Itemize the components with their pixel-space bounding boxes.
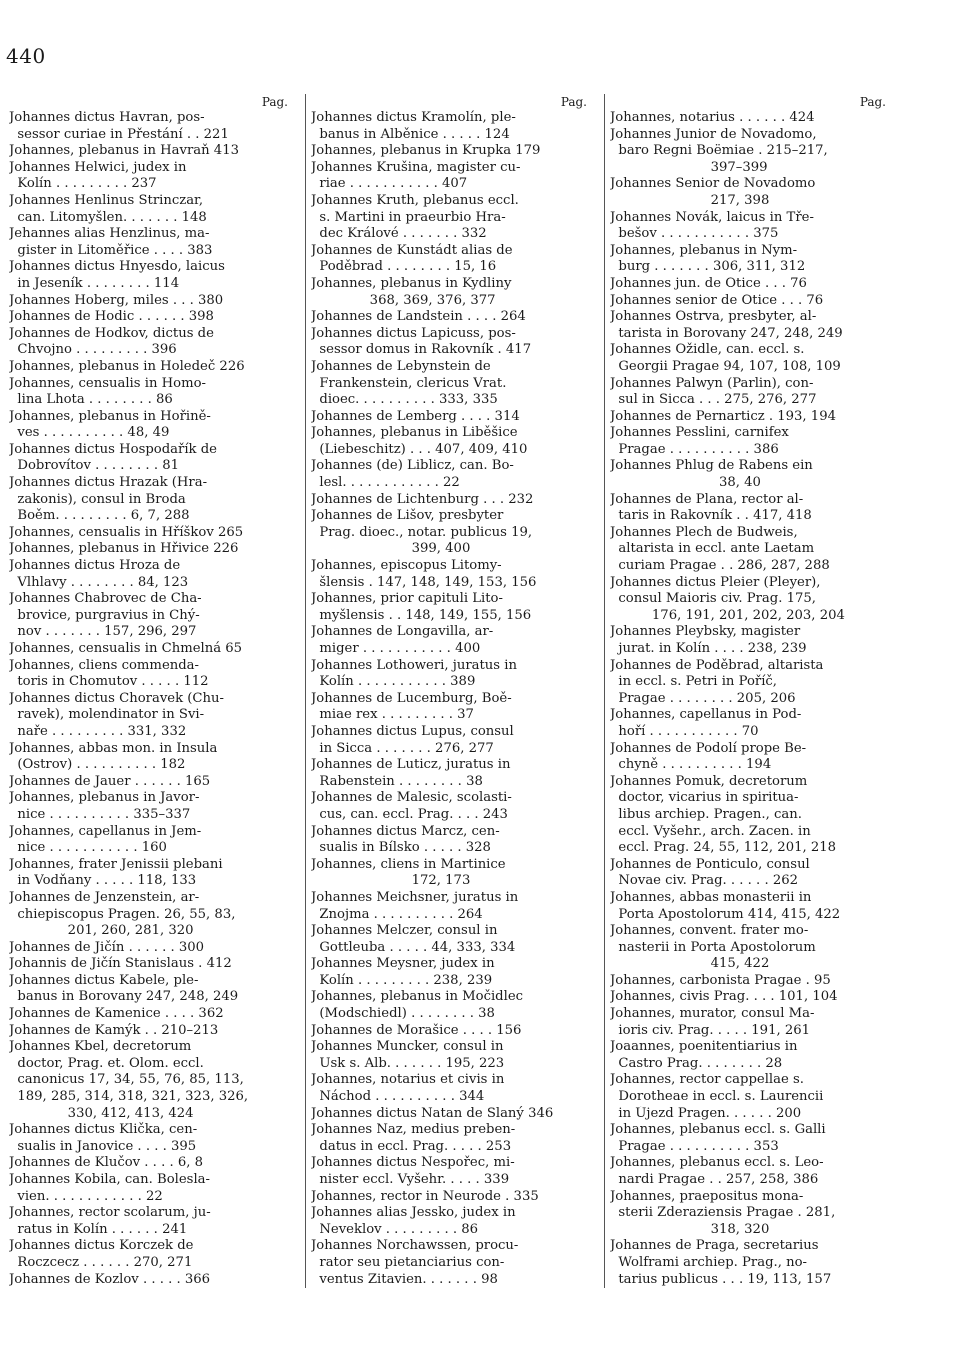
index-line: Kolín . . . . . . . . . . . 389	[311, 674, 476, 690]
index-line: Joaannes, poenitentiarius in	[610, 1039, 798, 1055]
index-line: ves . . . . . . . . . . 48, 49	[9, 425, 170, 441]
index-line: ratus in Kolín . . . . . . 241	[9, 1221, 188, 1237]
index-line: tarista in Borovany 247, 248, 249	[610, 325, 843, 341]
index-line: Johannes jun. de Otice . . . 76	[610, 275, 807, 291]
index-line: zakonis), consul in Broda	[9, 491, 186, 507]
index-line: Johannes de Podolí prope Be-	[610, 740, 807, 756]
column-header: Pag.	[859, 95, 886, 109]
index-line: Johannes dictus Hroza de	[9, 558, 181, 574]
index-line: Pragae . . . . . . . . 205, 206	[610, 690, 796, 706]
index-line: Johannes, murator, consul Ma-	[610, 1006, 815, 1022]
index-line: Porta Apostolorum 414, 415, 422	[610, 906, 841, 922]
index-line: Pragae . . . . . . . . . . 386	[610, 441, 779, 457]
index-line: Johannes dictus Hospodařík de	[9, 441, 217, 457]
index-line: Johannes de Lišov, presbyter	[311, 508, 504, 524]
index-line: Frankenstein, clericus Vrat.	[311, 375, 507, 391]
index-line: Johannes, rector scolarum, ju-	[9, 1205, 211, 1221]
index-column	[604, 94, 897, 1288]
index-line: cus, can. eccl. Prag. . . . 243	[311, 806, 508, 822]
index-line: can. Litomyšlen. . . . . . . 148	[9, 209, 207, 225]
index-line: Johannes Naz, medius preben-	[311, 1122, 516, 1138]
index-line: Johannes, convent. frater mo-	[610, 923, 809, 939]
index-line: Johannis de Jičín Stanislaus . 412	[9, 956, 232, 972]
index-line: miae rex . . . . . . . . . 37	[311, 707, 474, 723]
index-line: Johannes Norchawssen, procu-	[311, 1238, 519, 1254]
index-line: Johannes, plebanus in Hřivice 226	[9, 541, 239, 557]
index-line: Johannes Lothoweri, juratus in	[311, 657, 517, 673]
index-line: Johannes, carbonista Pragae . 95	[610, 972, 831, 988]
index-line: banus in Borovany 247, 248, 249	[9, 989, 239, 1005]
index-line: s. Martini in praeurbio Hra-	[311, 209, 506, 225]
index-line: Johannes de Jenzenstein, ar-	[9, 889, 200, 905]
index-line: altarista in eccl. ante Laetam	[610, 541, 815, 557]
index-line: Johannes dictus Hrazak (Hra-	[9, 475, 208, 491]
index-line: Johannes de Kunstádt alias de	[311, 242, 513, 258]
index-line: brovice, purgravius in Chý-	[9, 607, 200, 623]
index-line: lesl. . . . . . . . . . . . 22	[311, 475, 460, 491]
index-line: Johannes, censualis in Homo-	[9, 375, 206, 391]
index-line: Wolframi archiep. Prag., no-	[610, 1254, 808, 1270]
index-line: ravek), molendinator in Svi-	[9, 707, 205, 723]
index-line: Johannes de Kamenice . . . . 362	[9, 1006, 224, 1022]
entry-list	[311, 110, 595, 1288]
index-line: consul Maioris civ. Prag. 175,	[610, 591, 816, 607]
index-line: Johannes Muncker, consul in	[311, 1039, 504, 1055]
index-line: Johannes Pomuk, decretorum	[610, 773, 808, 789]
index-line: Johannes Plech de Budweis,	[610, 524, 798, 540]
index-line: ventus Zitavien. . . . . . . 98	[311, 1271, 498, 1287]
index-line: Johannes de Malesic, scolasti-	[311, 790, 512, 806]
index-line: 176, 191, 201, 202, 203, 204	[610, 607, 845, 623]
index-line: Johannes dictus Marcz, cen-	[311, 823, 500, 839]
index-line: Usk s. Alb. . . . . . . 195, 223	[311, 1055, 505, 1071]
index-line: Johannes de Lucemburg, Boě-	[311, 690, 512, 706]
index-line: Johannes Hoberg, miles . . . 380	[9, 292, 224, 308]
index-line: Johannes de Lemberg . . . . 314	[311, 408, 520, 424]
index-line: Johannes (de) Liblicz, can. Bo-	[311, 458, 514, 474]
index-line: Johannes de Ponticulo, consul	[610, 856, 810, 872]
index-line: 397–399	[610, 159, 768, 175]
index-line: Jehannes alias Henzlinus, ma-	[9, 226, 210, 242]
index-line: Johannes, plebanus in Kydliny	[311, 275, 512, 291]
index-line: Johannes Novák, laicus in Tře-	[610, 209, 814, 225]
index-line: Johannes Kobila, can. Bolesla-	[9, 1172, 210, 1187]
index-line: myšlensis . . 148, 149, 155, 156	[311, 607, 532, 623]
index-line: Johannes alias Jessko, judex in	[311, 1205, 516, 1221]
index-line: Johannes de Landstein . . . . 264	[311, 309, 526, 325]
index-line: canonicus 17, 34, 55, 76, 85, 113,	[9, 1072, 244, 1088]
index-line: dec Králové . . . . . . . 332	[311, 226, 487, 242]
index-line: Johannes, plebanus eccl. s. Galli	[610, 1122, 826, 1138]
index-line: Novae civ. Prag. . . . . . 262	[610, 873, 798, 889]
index-line: Johannes de Jičín . . . . . . 300	[9, 939, 205, 955]
index-line: Johannes, capellanus in Jem-	[9, 823, 202, 839]
index-line: Johannes dictus Havran, pos-	[9, 110, 205, 125]
index-line: Prag. dioec., notar. publicus 19,	[311, 524, 533, 540]
index-line: Johannes Meysner, judex in	[311, 956, 495, 972]
index-line: nov . . . . . . . 157, 296, 297	[9, 624, 197, 640]
index-line: Johannes dictus Lupus, consul	[311, 723, 514, 739]
index-line: sualis in Janovice . . . . 395	[9, 1138, 197, 1154]
index-line: Johannes, plebanus in Havraň 413	[9, 143, 239, 159]
index-line: Johannes, cliens in Martinice	[311, 856, 506, 872]
index-line: Johannes, plebanus in Močidlec	[311, 989, 524, 1005]
index-line: libus archiep. Pragen., can.	[610, 806, 802, 822]
index-line: baro Regni Boëmiae . 215–217,	[610, 143, 828, 159]
index-line: gister in Litoměřice . . . . 383	[9, 242, 213, 258]
index-line: Johannes, censualis in Chmelná 65	[9, 641, 243, 656]
index-line: Johannes dictus Pleier (Pleyer),	[610, 574, 821, 590]
index-line: Johannes de Lebynstein de	[311, 358, 491, 374]
index-line: Johannes, civis Prag. . . . 101, 104	[610, 989, 838, 1005]
entry-list	[9, 110, 296, 1288]
index-line: (Liebeschitz) . . . 407, 409, 410	[311, 441, 528, 457]
index-line: in Újezd Pragen. . . . . . 200	[610, 1105, 802, 1121]
index-line: Johannes, cliens commenda-	[9, 657, 199, 673]
index-line: Johannes, rector cappellae s.	[610, 1072, 804, 1088]
index-line: Johannes dictus Kabele, ple-	[9, 972, 199, 988]
index-line: Johannes, praepositus mona-	[610, 1188, 804, 1204]
index-line: Johannes Ostrva, presbyter, al-	[610, 309, 817, 325]
page-number: 440	[6, 44, 46, 68]
index-line: Johannes, rector in Neurode . 335	[311, 1188, 539, 1204]
index-line: 201, 260, 281, 320	[9, 923, 194, 939]
index-line: doctor, vicarius in spiritua-	[610, 790, 799, 806]
index-line: burg . . . . . . . 306, 311, 312	[610, 259, 806, 275]
index-line: 415, 422	[610, 956, 770, 972]
index-line: Johannes, plebanus in Javor-	[9, 790, 200, 806]
index-line: Johannes de Luticz, juratus in	[311, 757, 511, 773]
index-line: Johannes Palwyn (Parlin), con-	[610, 375, 814, 391]
index-line: Johannes Kruth, plebanus eccl.	[311, 192, 519, 208]
index-line: jurat. in Kolín . . . . 238, 239	[610, 641, 807, 656]
index-line: Johannes, plebanus in Liběšice	[311, 425, 518, 441]
index-line: toris in Chomutov . . . . . 112	[9, 674, 209, 690]
index-line: dioec. . . . . . . . . . 333, 335	[311, 392, 498, 408]
index-line: Johannes, censualis in Hříškov 265	[9, 524, 244, 540]
index-line: Johannes de Longavilla, ar-	[311, 624, 494, 640]
index-line: Johannes de Kozlov . . . . . 366	[9, 1271, 211, 1287]
index-line: nister eccl. Vyšehr. . . . . 339	[311, 1172, 510, 1187]
index-line: Rabenstein . . . . . . . . 38	[311, 773, 483, 789]
index-line: in Jeseník . . . . . . . . 114	[9, 275, 180, 291]
index-line: Johannes Meichsner, juratus in	[311, 889, 519, 905]
index-line: Johannes, plebanus in Krupka 179	[311, 143, 541, 159]
index-line: Boěm. . . . . . . . . 6, 7, 288	[9, 508, 190, 524]
index-line: Johannes de Lichtenburg . . . 232	[311, 491, 534, 507]
index-line: Georgii Pragae 94, 107, 108, 109	[610, 358, 841, 374]
index-line: Johannes de Poděbrad, altarista	[610, 657, 824, 673]
index-line: sualis in Bílsko . . . . . 328	[311, 840, 491, 856]
index-line: Johannes de Hodkov, dictus de	[9, 325, 214, 341]
column-header: Pag.	[560, 95, 587, 109]
index-line: nasterii in Porta Apostolorum	[610, 939, 816, 955]
index-line: Johannes dictus Klička, cen-	[9, 1122, 198, 1138]
index-line: Johannes de Hodic . . . . . . 398	[9, 309, 214, 325]
index-line: banus in Alběnice . . . . . 124	[311, 126, 510, 142]
index-line: datus in eccl. Prag. . . . . 253	[311, 1138, 512, 1154]
index-line: 330, 412, 413, 424	[9, 1105, 194, 1121]
index-line: Kolín . . . . . . . . . 237	[9, 176, 157, 192]
index-line: Johannes, abbas monasterii in	[610, 889, 812, 905]
index-line: 217, 398	[610, 192, 770, 208]
index-line: 189, 285, 314, 318, 321, 323, 326,	[9, 1089, 249, 1105]
index-line: Johannes Junior de Novadomo,	[610, 126, 817, 142]
index-line: Johannes Phlug de Rabens ein	[610, 458, 813, 474]
index-line: Johannes Helwici, judex in	[9, 159, 187, 175]
index-line: rator seu pietanciarius con-	[311, 1254, 505, 1270]
column-header: Pag.	[261, 95, 288, 109]
index-line: chyně . . . . . . . . . . 194	[610, 757, 772, 773]
index-line: Johannes dictus Hnyesdo, laicus	[9, 259, 225, 275]
index-line: Johannes de Praga, secretarius	[610, 1238, 819, 1254]
index-line: (Modschiedl) . . . . . . . . 38	[311, 1006, 495, 1022]
index-line: in eccl. s. Petri in Poříč,	[610, 674, 777, 690]
index-line: Johannes dictus Choravek (Chu-	[9, 690, 224, 706]
index-line: Johannes, capellanus in Pod-	[610, 707, 802, 723]
index-column	[305, 94, 598, 1288]
index-line: Johannes Chabrovec de Cha-	[9, 591, 202, 607]
index-column	[6, 94, 299, 1288]
index-line: Johannes de Jauer . . . . . . 165	[9, 773, 211, 789]
index-line: šlensis . 147, 148, 149, 153, 156	[311, 574, 537, 590]
index-line: Neveklov . . . . . . . . . 86	[311, 1221, 479, 1237]
index-line: sessor domus in Rakovník . 417	[311, 342, 532, 358]
index-line: Pragae . . . . . . . . . . 353	[610, 1138, 779, 1154]
index-line: hoří . . . . . . . . . . . 70	[610, 723, 759, 739]
index-line: riae . . . . . . . . . . . 407	[311, 176, 468, 192]
index-line: curiam Pragae . . 286, 287, 288	[610, 558, 830, 574]
index-line: Chvojno . . . . . . . . . 396	[9, 342, 177, 358]
index-line: Johannes, prior capituli Lito-	[311, 591, 503, 607]
index-line: Johannes dictus Natan de Slaný 346	[311, 1105, 554, 1121]
index-line: Johannes Ožidle, can. eccl. s.	[610, 342, 805, 358]
index-line: nardi Pragae . . 257, 258, 386	[610, 1172, 819, 1187]
index-line: sessor curiae in Přestání . . 221	[9, 126, 229, 142]
index-line: Náchod . . . . . . . . . . 344	[311, 1089, 485, 1105]
index-line: taris in Rakovník . . 417, 418	[610, 508, 812, 524]
index-line: Johannes de Morašice . . . . 156	[311, 1022, 522, 1038]
index-line: Johannes, abbas mon. in Insula	[9, 740, 218, 756]
index-line: Vlhlavy . . . . . . . . 84, 123	[9, 574, 189, 590]
index-line: doctor, Prag. et. Olom. eccl.	[9, 1055, 204, 1071]
index-line: eccl. Vyšehr., arch. Zacen. in	[610, 823, 811, 839]
index-line: 368, 369, 376, 377	[311, 292, 496, 308]
index-line: Johannes dictus Korczek de	[9, 1238, 194, 1254]
index-line: Johannes, plebanus in Nym-	[610, 242, 798, 258]
index-line: Castro Prag. . . . . . . . 28	[610, 1055, 783, 1071]
index-line: bešov . . . . . . . . . . . 375	[610, 226, 779, 242]
index-line: chiepiscopus Pragen. 26, 55, 83,	[9, 906, 236, 922]
index-line: Johannes Kbel, decretorum	[9, 1039, 192, 1055]
index-line: Johannes Senior de Novadomo	[610, 176, 816, 192]
index-line: in Vodňany . . . . . 118, 133	[9, 873, 197, 889]
index-line: (Ostrov) . . . . . . . . . . 182	[9, 757, 186, 773]
index-line: miger . . . . . . . . . . . 400	[311, 641, 481, 656]
index-line: eccl. Prag. 24, 55, 112, 201, 218	[610, 840, 837, 856]
index-line: naře . . . . . . . . . 331, 332	[9, 723, 187, 739]
index-line: Johannes senior de Otice . . . 76	[610, 292, 824, 308]
index-line: Kolín . . . . . . . . . 238, 239	[311, 972, 493, 988]
index-line: Johannes de Kamýk . . 210–213	[9, 1022, 219, 1038]
index-line: nice . . . . . . . . . . 335–337	[9, 806, 191, 822]
index-line: Johannes, plebanus in Hořině-	[9, 408, 211, 424]
index-line: Johannes, notarius et civis in	[311, 1072, 505, 1088]
index-line: Johannes, notarius . . . . . . 424	[610, 110, 815, 125]
index-line: 172, 173	[311, 873, 471, 889]
index-line: Roczcecz . . . . . . 270, 271	[9, 1254, 193, 1270]
index-line: ioris civ. Prag. . . . . 191, 261	[610, 1022, 811, 1038]
index-line: Johannes dictus Lapicuss, pos-	[311, 325, 516, 341]
index-line: Znojma . . . . . . . . . . 264	[311, 906, 483, 922]
index-line: Johannes de Pernarticz . 193, 194	[610, 408, 836, 424]
index-line: Gottleuba . . . . . 44, 333, 334	[311, 939, 516, 955]
index-line: Johannes dictus Kramolín, ple-	[311, 110, 516, 125]
index-line: Dorotheae in eccl. s. Laurencii	[610, 1089, 824, 1105]
index-line: 318, 320	[610, 1221, 770, 1237]
index-line: 399, 400	[311, 541, 471, 557]
entry-list	[610, 110, 894, 1288]
index-line: tarius publicus . . . 19, 113, 157	[610, 1271, 832, 1287]
index-line: sterii Zderaziensis Pragae . 281,	[610, 1205, 836, 1221]
index-line: Johannes Pleybsky, magister	[610, 624, 801, 640]
index-line: 38, 40	[610, 475, 761, 491]
index-line: vien. . . . . . . . . . . . 22	[9, 1188, 163, 1204]
index-line: Dobrovítov . . . . . . . . 81	[9, 458, 179, 474]
index-columns	[6, 94, 956, 1288]
index-line: Johannes, plebanus in Holedeč 226	[9, 358, 245, 374]
index-line: Johannes dictus Nespořec, mi-	[311, 1155, 515, 1171]
index-line: Johannes Henlinus Strinczar,	[9, 192, 204, 208]
index-line: Johannes de Klučov . . . . 6, 8	[9, 1155, 204, 1171]
index-line: Johannes Krušina, magister cu-	[311, 159, 521, 175]
index-line: Johannes de Plana, rector al-	[610, 491, 804, 507]
index-line: lina Lhota . . . . . . . . 86	[9, 392, 173, 408]
index-line: Johannes, plebanus eccl. s. Leo-	[610, 1155, 824, 1171]
index-line: Johannes, frater Jenissii plebani	[9, 856, 223, 872]
index-line: Johannes, episcopus Litomy-	[311, 558, 502, 574]
index-line: nice . . . . . . . . . . . 160	[9, 840, 167, 856]
index-line: Johannes Pesslini, carnifex	[610, 425, 789, 441]
index-line: Johannes Melczer, consul in	[311, 923, 498, 939]
index-line: Poděbrad . . . . . . . . 15, 16	[311, 259, 497, 275]
index-line: sul in Sicca . . . 275, 276, 277	[610, 392, 817, 408]
index-line: in Sicca . . . . . . . 276, 277	[311, 740, 494, 756]
